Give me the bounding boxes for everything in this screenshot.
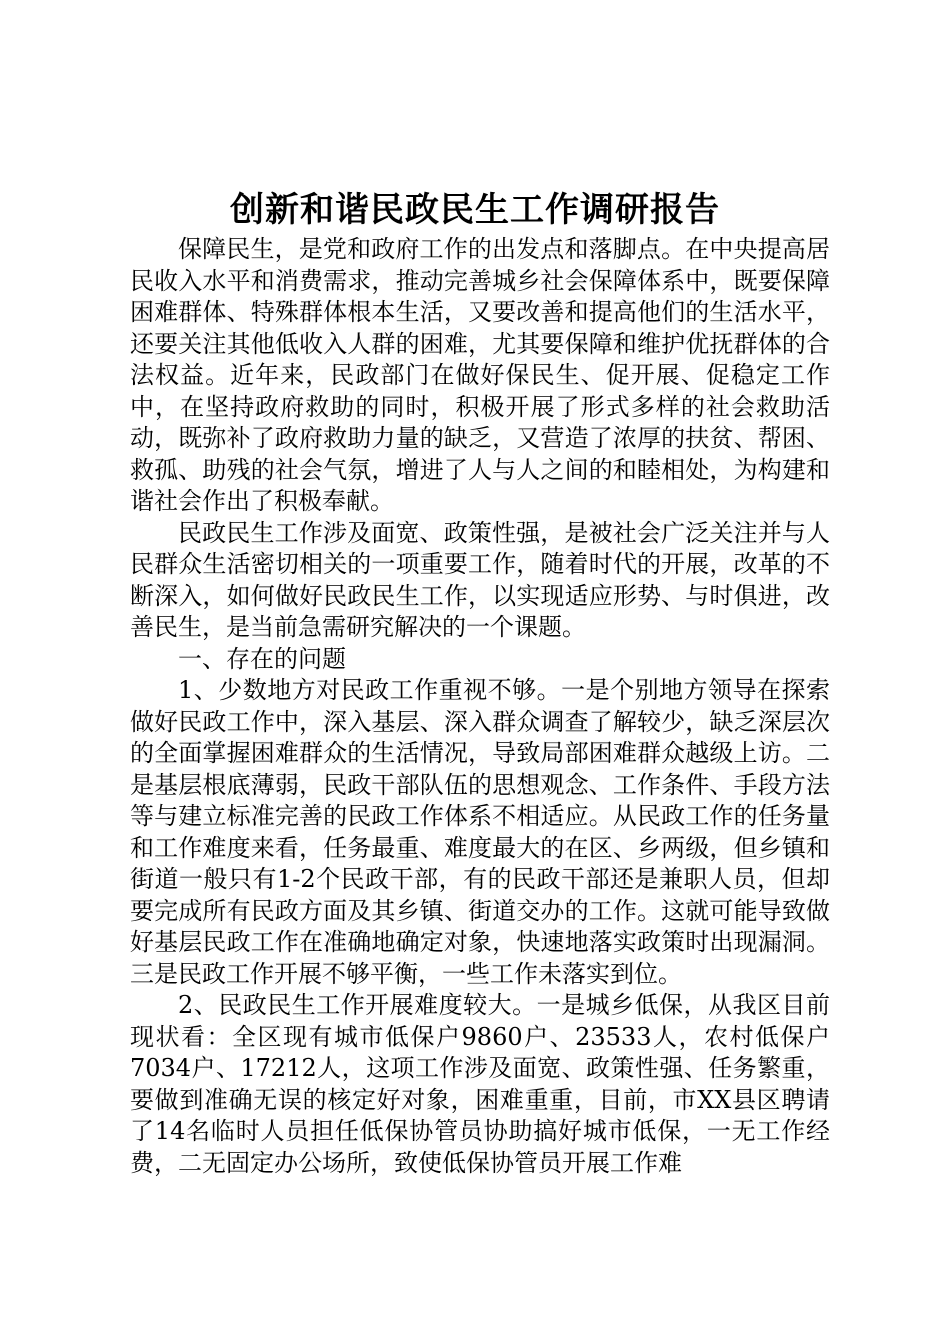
paragraph-problem-2: 2、民政民生工作开展难度较大。一是城乡低保，从我区目前现状看：全区现有城市低保户9860户、23533人，农村低保户7034户、17212人，这项工作涉及面宽、政策性强、任务繁重，要做到准确无误的核定好对象，困难重重，目前，市XX县区聘请了14名临时人员担任低保协管员协助搞好城市低保，一无工作经费，二无固定办公场所，致使低保协管员开展工作难	[130, 991, 830, 1177]
paragraph-background: 民政民生工作涉及面宽、政策性强，是被社会广泛关注并与人民群众生活密切相关的一项重要工作，随着时代的开展，改革的不断深入，如何做好民政民生工作，以实现适应形势、与时俱进，改善民生，是当前急需研究解决的一个课题。	[130, 518, 830, 641]
paragraph-intro: 保障民生，是党和政府工作的出发点和落脚点。在中央提高居民收入水平和消费需求，推动完善城乡社会保障体系中，既要保障困难群体、特殊群体根本生活，又要改善和提高他们的生活水平，还要关注其他低收入人群的困难，尤其要保障和维护优抚群体的合法权益。近年来，民政部门在做好保民生、促开展、促稳定工作中，在坚持政府救助的同时，积极开展了形式多样的社会救助活动，既弥补了政府救助力量的缺乏，又营造了浓厚的扶贫、帮困、救孤、助残的社会气氛，增进了人与人之间的和睦相处，为构建和谐社会作出了积极奉献。	[130, 235, 830, 515]
document-body	[130, 234, 830, 1179]
section-heading-problems: 一、存在的问题	[178, 644, 346, 673]
paragraph-problem-1: 1、少数地方对民政工作重视不够。一是个别地方领导在探索做好民政工作中，深入基层、深入群众调查了解较少，缺乏深层次的全面掌握困难群众的生活情况，导致局部困难群众越级上访。二是基层根底薄弱，民政干部队伍的思想观念、工作条件、手段方法等与建立标准完善的民政工作体系不相适应。从民政工作的任务量和工作难度来看，任务最重、难度最大的在区、乡两级，但乡镇和街道一般只有1-2个民政干部，有的民政干部还是兼职人员，但却要完成所有民政方面及其乡镇、街道交办的工作。这就可能导致做好基层民政工作在准确地确定对象，快速地落实政策时出现漏洞。三是民政工作开展不够平衡，一些工作未落实到位。	[130, 676, 830, 988]
document-title: 创新和谐民政民生工作调研报告	[230, 190, 720, 230]
